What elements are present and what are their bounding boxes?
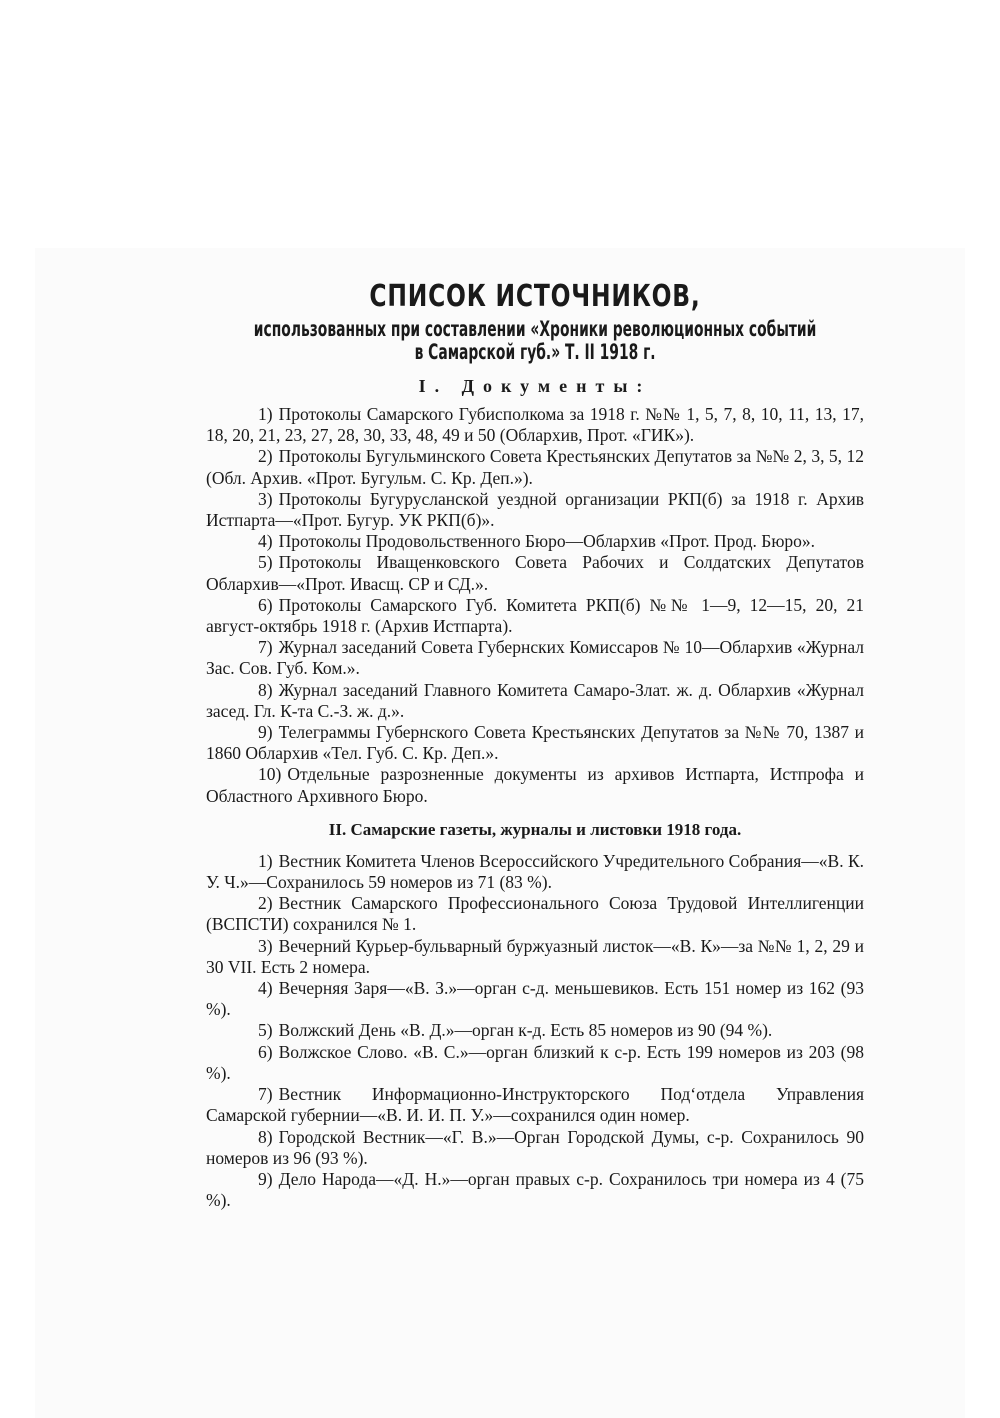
list-item (206, 722, 864, 764)
list-item (206, 851, 864, 893)
list-item-number: 9) (258, 1168, 273, 1189)
list-item-text: Отдельные разрозненные документы из архивов Истпарта, Истпрофа и Областного Архивного Бюро. (206, 764, 864, 806)
list-item (206, 978, 864, 1020)
list-item-number: 6) (258, 1041, 273, 1062)
section-heading-documents: I. Документы: (418, 376, 652, 396)
list-item-text: Протоколы Самарского Губ. Комитета РКП(б) №№ 1—9, 12—15, 20, 21 август-октябрь 1918 г. (Архив Истпарта). (206, 594, 864, 637)
list-item-number: 6) (258, 594, 273, 615)
list-item-text: Дело Народа—«Д. Н.»—орган правых с-р. Сохранилось три номера из 4 (75 %). (206, 1168, 864, 1211)
list-item (206, 893, 864, 935)
list-item-number: 2) (258, 893, 273, 914)
list-item-number: 1) (258, 850, 273, 871)
list-item-number: 7) (258, 1084, 273, 1105)
list-item-text: Протоколы Продовольственного Бюро—Облархив «Прот. Прод. Бюро». (278, 531, 816, 552)
page-subtitle-line-2: в Самарской губ.» Т. II 1918 г. (414, 340, 656, 364)
list-item-text: Вестник Самарского Профессионального Союза Трудовой Интеллигенции (ВСПСТИ) сохранился № 1. (206, 893, 864, 935)
list-item-text: Телеграммы Губернского Совета Крестьянских Депутатов за №№ 70, 1387 и 1860 Облархив «Тел. Губ. С. Кр. Деп.». (206, 722, 864, 764)
section-heading-newspapers: II. Самарские газеты, журналы и листовки 1918 года. (328, 819, 742, 839)
list-item-text: Волжский День «В. Д.»—орган к-д. Есть 85 номеров из 90 (94 %). (278, 1020, 773, 1041)
document-content (206, 276, 864, 1211)
list-item (206, 531, 864, 552)
list-item (206, 1042, 864, 1084)
list-item-text: Вечерняя Заря—«В. З.»—орган с-д. меньшевиков. Есть 151 номер из 162 (93 %). (206, 978, 864, 1020)
list-item-text: Протоколы Бугурусланской уездной организации РКП(б) за 1918 г. Архив Истпарта—«Прот. Бугур. УК РКП(б)». (206, 488, 864, 531)
list-item (206, 446, 864, 488)
list-item (206, 764, 864, 806)
list-item (206, 404, 864, 446)
list-item-number: 8) (258, 679, 273, 700)
list-item-text: Волжское Слово. «В. С.»—орган близкий к с-р. Есть 199 номеров из 203 (98 %). (206, 1041, 864, 1083)
list-item (206, 936, 864, 978)
list-item-text: Городской Вестник—«Г. В.»—Орган Городской Думы, с-р. Сохранилось 90 номеров из 96 (93 %). (206, 1126, 864, 1168)
list-item-number: 5) (258, 552, 273, 573)
list-item-number: 3) (258, 935, 273, 956)
list-item-text: Протоколы Иващенковского Совета Рабочих и Солдатских Депутатов Облархив—«Прот. Ивасщ. СР и СД.». (206, 552, 864, 594)
list-item-number: 4) (258, 531, 273, 552)
list-item-text: Протоколы Бугульминского Совета Крестьянских Депутатов за №№ 2, 3, 5, 12 (Обл. Архив. «Прот. Бугульм. С. Кр. Деп.»). (206, 446, 864, 488)
list-item (206, 680, 864, 722)
list-item (206, 637, 864, 679)
list-item (206, 1084, 864, 1126)
page-subtitle-line-1: использованных при составлении «Хроники революционных событий (253, 317, 817, 341)
list-item-text: Протоколы Самарского Губисполкома за 1918 г. №№ 1, 5, 7, 8, 10, 11, 13, 17, 18, 20, 21, 23, 27, 28, 30, 33, 48, 49 и 50 (Облархив, Прот. «ГИК»). (206, 404, 864, 446)
list-item-number: 3) (258, 488, 273, 509)
list-item (206, 595, 864, 637)
list-item-text: Журнал заседаний Совета Губернских Комиссаров № 10—Облархив «Журнал Зас. Сов. Губ. Ком.». (206, 637, 864, 679)
list-item-number: 8) (258, 1126, 273, 1147)
page-title: СПИСОК ИСТОЧНИКОВ, (369, 279, 701, 314)
list-item-text: Вестник Комитета Членов Всероссийского Учредительного Собрания—«В. К. У. Ч.»—Сохранилось 59 номеров из 71 (83 %). (206, 850, 864, 893)
list-item (206, 1127, 864, 1169)
list-item (206, 1020, 864, 1041)
list-item (206, 552, 864, 594)
list-item-number: 2) (258, 446, 273, 467)
list-item-number: 10) (258, 764, 282, 785)
list-item-text: Журнал заседаний Главного Комитета Самаро-Злат. ж. д. Облархив «Журнал засед. Гл. К-та С.-З. ж. д.». (206, 679, 864, 721)
list-item (206, 489, 864, 531)
list-item-text: Вечерний Курьер-бульварный буржуазный листок—«В. К»—за №№ 1, 2, 29 и 30 VII. Есть 2 номера. (206, 935, 864, 977)
list-item-text: Вестник Информационно-Инструкторского Под‘отдела Управления Самарской губернии—«В. И. И. П. У.»—сохранился один номер. (206, 1084, 864, 1126)
list-item (206, 1169, 864, 1211)
newspapers-list (206, 851, 864, 1211)
list-item-number: 1) (258, 404, 273, 424)
list-item-number: 4) (258, 978, 273, 999)
list-item-number: 5) (258, 1020, 273, 1041)
list-item-number: 9) (258, 722, 273, 743)
list-item-number: 7) (258, 637, 273, 658)
documents-list (206, 404, 864, 807)
